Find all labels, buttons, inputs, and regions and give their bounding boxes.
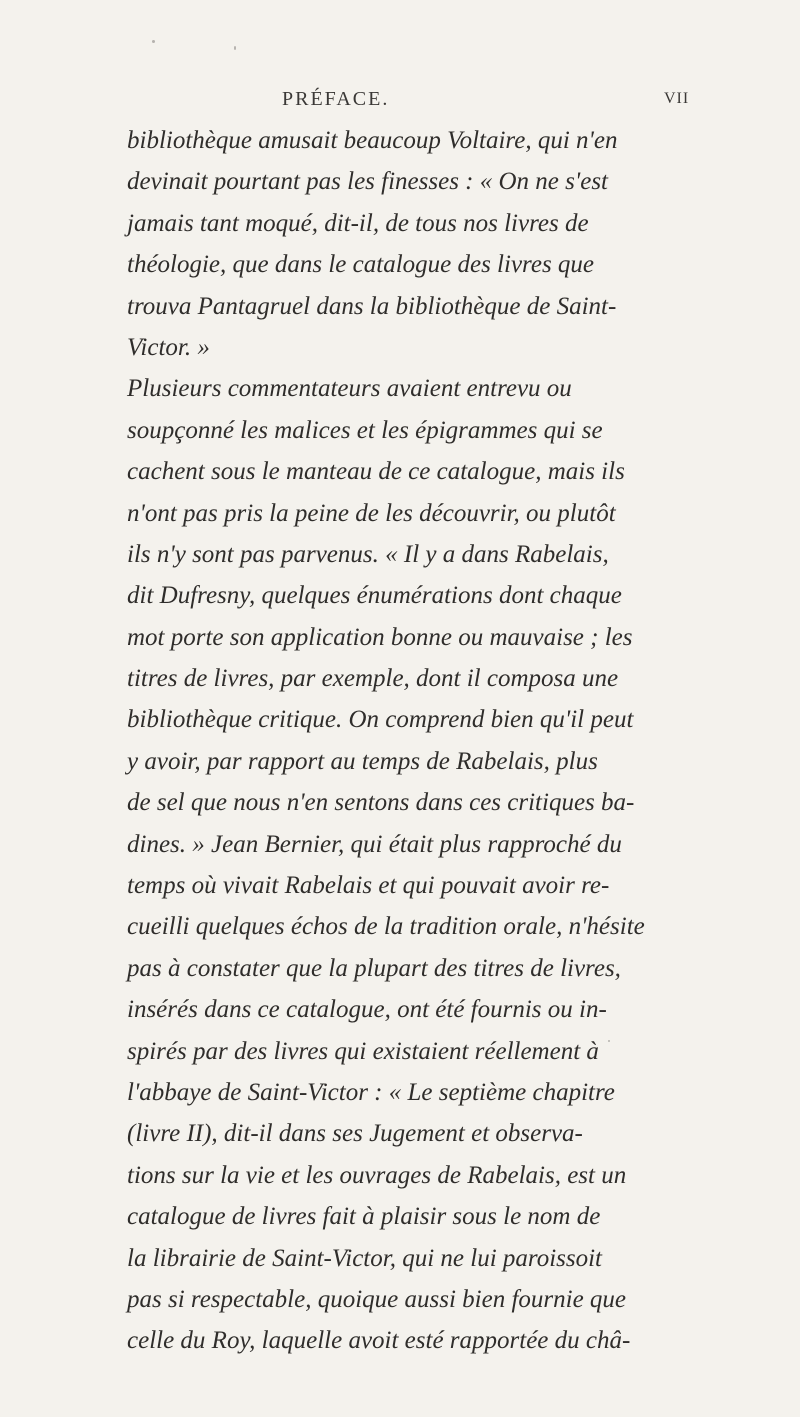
- running-head: [0, 88, 800, 118]
- text-line: titres de livres, par exemple, dont il composa une: [127, 665, 619, 693]
- text-line: la librairie de Saint-Victor, qui ne lui paroissoit: [127, 1244, 602, 1272]
- text-line: celle du Roy, laquelle avoit esté rapportée du châ-: [127, 1327, 631, 1355]
- text-line: cueilli quelques échos de la tradition orale, n'hésite: [127, 913, 645, 941]
- body-text: [127, 120, 687, 1362]
- text-line: ils n'y sont pas parvenus. « Il y a dans Rabelais,: [127, 540, 609, 568]
- text-line: dines. » Jean Bernier, qui était plus rapproché du: [127, 830, 622, 858]
- text-line: l'abbaye de Saint-Victor : « Le septième chapitre: [127, 1078, 615, 1106]
- text-line: y avoir, par rapport au temps de Rabelais, plus: [127, 747, 598, 775]
- paper-speck: [234, 46, 236, 50]
- text-line: n'ont pas pris la peine de les découvrir, ou plutôt: [127, 499, 616, 527]
- running-title: PRÉFACE.: [282, 88, 390, 110]
- text-line: mot porte son application bonne ou mauvaise ; les: [127, 623, 633, 651]
- text-line: Plusieurs commentateurs avaient entrevu ou: [127, 375, 572, 403]
- text-line: théologie, que dans le catalogue des livres que: [127, 251, 595, 279]
- text-line: de sel que nous n'en sentons dans ces critiques ba-: [127, 789, 635, 817]
- paper-speck: [152, 40, 155, 43]
- text-line: bibliothèque critique. On comprend bien qu'il peut: [127, 706, 634, 734]
- text-line: temps où vivait Rabelais et qui pouvait avoir re-: [127, 872, 610, 900]
- text-line: cachent sous le manteau de ce catalogue, mais ils: [127, 458, 625, 486]
- text-line: pas si respectable, quoique aussi bien fournie que: [127, 1285, 627, 1313]
- text-line: pas à constater que la plupart des titres de livres,: [127, 954, 621, 982]
- text-line: (livre II), dit-il dans ses Jugement et observa-: [127, 1120, 583, 1148]
- text-line: soupçonné les malices et les épigrammes qui se: [127, 416, 603, 444]
- text-line: Victor. »: [127, 333, 210, 361]
- text-line: trouva Pantagruel dans la bibliothèque de Saint-: [127, 292, 617, 320]
- paper-speck: [608, 1040, 610, 1042]
- text-line: catalogue de livres fait à plaisir sous le nom de: [127, 1203, 601, 1231]
- text-line: insérés dans ce catalogue, ont été fournis ou in-: [127, 996, 607, 1024]
- text-line: dit Dufresny, quelques énumérations dont chaque: [127, 582, 622, 610]
- text-line: tions sur la vie et les ouvrages de Rabelais, est un: [127, 1161, 627, 1189]
- text-line: spirés par des livres qui existaient réellement à: [127, 1037, 599, 1065]
- text-line: bibliothèque amusait beaucoup Voltaire, qui n'en: [127, 127, 618, 154]
- page-number: VII: [664, 90, 690, 107]
- text-line: jamais tant moqué, dit-il, de tous nos livres de: [127, 209, 589, 237]
- text-line: devinait pourtant pas les finesses : « On ne s'est: [127, 168, 608, 196]
